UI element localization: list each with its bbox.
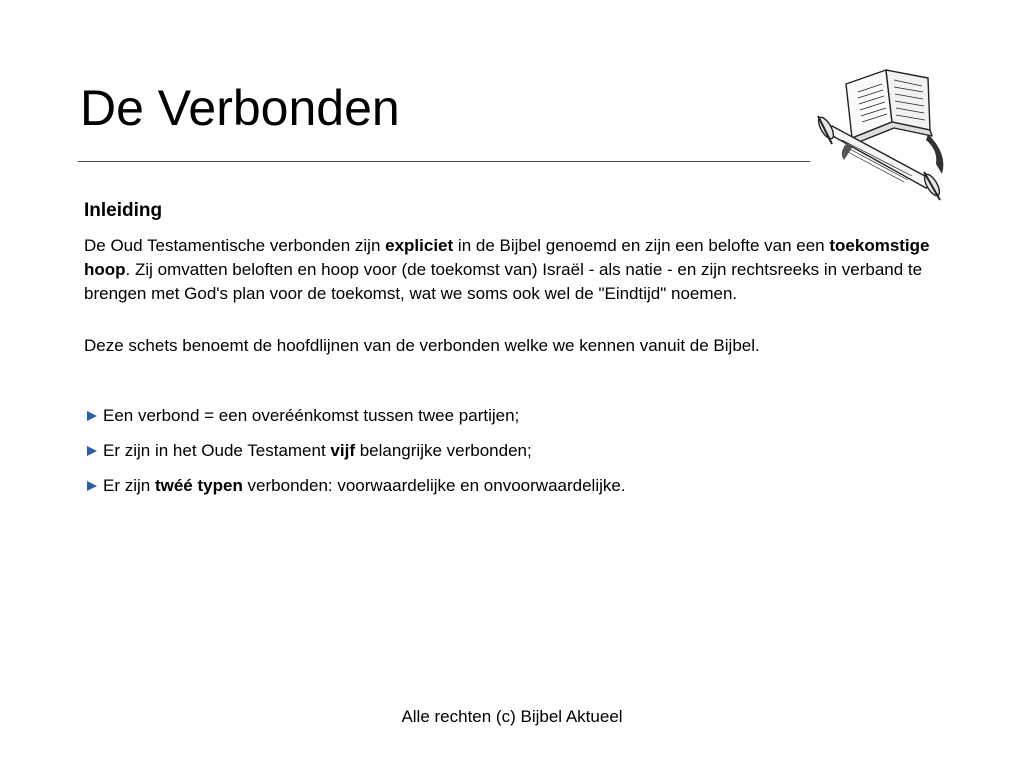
text-run: in de Bijbel genoemd en zijn een belofte van een — [453, 236, 830, 255]
bold-text: vijf — [330, 441, 355, 460]
triangle-right-icon — [87, 481, 97, 491]
text-run: Er zijn — [103, 476, 155, 495]
triangle-right-icon — [87, 411, 97, 421]
bold-text: expliciet — [385, 236, 454, 255]
text-run: Er zijn in het Oude Testament — [103, 441, 331, 460]
text-run: De Oud Testamentische verbonden zijn — [84, 236, 386, 255]
list-item — [84, 439, 944, 463]
text-run: belangrijke verbonden; — [354, 441, 532, 460]
open-bible-and-scroll-illustration — [808, 64, 968, 214]
section-heading: Inleiding — [84, 200, 163, 221]
summary-paragraph: Deze schets benoemt de hoofdlijnen van de verbonden welke we kennen vanuit de Bijbel. — [84, 336, 760, 355]
title-divider — [78, 161, 810, 162]
slide-title: De Verbonden — [80, 80, 400, 136]
text-run: . Zij omvatten beloften en hoop voor (de toekomst van) Israël - als natie - en zijn rechtsreeks in verband te brengen met God's plan voor de toekomst, wat we soms ook wel de "Eindtijd" noemen. — [84, 260, 923, 303]
list-item — [84, 474, 944, 498]
bold-text: toekomstige hoop — [84, 236, 930, 279]
bullet-list — [84, 404, 944, 498]
intro-paragraph — [84, 234, 944, 306]
bold-text: twéé typen — [154, 476, 243, 495]
footer-copyright: Alle rechten (c) Bijbel Aktueel — [401, 707, 623, 726]
list-item — [84, 404, 944, 428]
slide-content — [84, 198, 944, 509]
text-run: verbonden: voorwaardelijke en onvoorwaardelijke. — [242, 476, 626, 495]
triangle-right-icon — [87, 446, 97, 456]
text-run: Een verbond = een overéénkomst tussen twee partijen; — [103, 406, 520, 425]
